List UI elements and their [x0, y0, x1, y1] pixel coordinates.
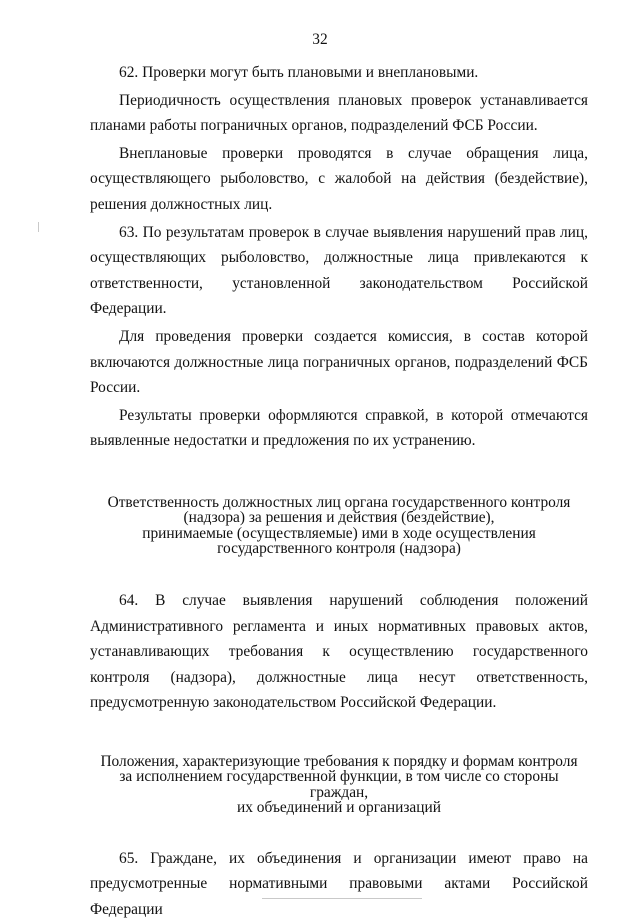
- paragraph-64: 64. В случае выявления нарушений соблюдения положений Административного регламента и иных нормативных правовых актов, устанавливающих требования к осуществлению государственного контроля (надзора), должностные лица несут ответственность, предусмотренную законодательством Российской Федерации.: [90, 591, 588, 712]
- paragraph-62: 62. Проверки могут быть плановыми и внеплановыми.: [119, 64, 479, 81]
- heading-line: их объединений и организаций: [237, 799, 441, 817]
- heading-line: (надзора) за решения и действия (бездействие),: [183, 509, 495, 527]
- section-heading-control-provisions: [90, 754, 588, 816]
- heading-line: Ответственность должностных лиц органа государственного контроля: [107, 493, 571, 511]
- section-heading-responsibility: [90, 495, 588, 557]
- heading-line: принимаемые (осуществляемые) ими в ходе осуществления: [142, 524, 536, 542]
- document-body: [90, 60, 588, 923]
- paragraph-commission: Для проведения проверки создается комиссия, в состав которой включаются должностные лица пограничных органов, подразделений ФСБ России.: [90, 327, 588, 397]
- paragraph-63: 63. По результатам проверок в случае выявления нарушений прав лиц, осуществляющих рыболовство, должностные лица привлекаются к ответственности, установленной законодательством Российской Федерации.: [90, 223, 588, 318]
- paragraph-unscheduled: Внеплановые проверки проводятся в случае обращения лица, осуществляющего рыболовство, с жалобой на действия (бездействие), решения должностных лиц.: [90, 144, 588, 213]
- page-number: 32: [312, 31, 328, 48]
- paragraph-periodicity: Периодичность осуществления плановых проверок устанавливается планами работы пограничных органов, подразделений ФСБ России.: [90, 91, 588, 135]
- scan-mark-left: [38, 222, 39, 232]
- heading-line: Положения, характеризующие требования к порядку и формам контроля: [100, 752, 578, 770]
- heading-line: государственного контроля (надзора): [217, 540, 461, 558]
- heading-line: за исполнением государственной функции, в том числе со стороны граждан,: [119, 768, 559, 801]
- paragraph-65: 65. Граждане, их объединения и организации имеют право на предусмотренные нормативными правовыми актами Российской Федерации: [90, 849, 588, 919]
- paragraph-results: Результаты проверки оформляются справкой, в которой отмечаются выявленные недостатки и предложения по их устранению.: [90, 406, 588, 450]
